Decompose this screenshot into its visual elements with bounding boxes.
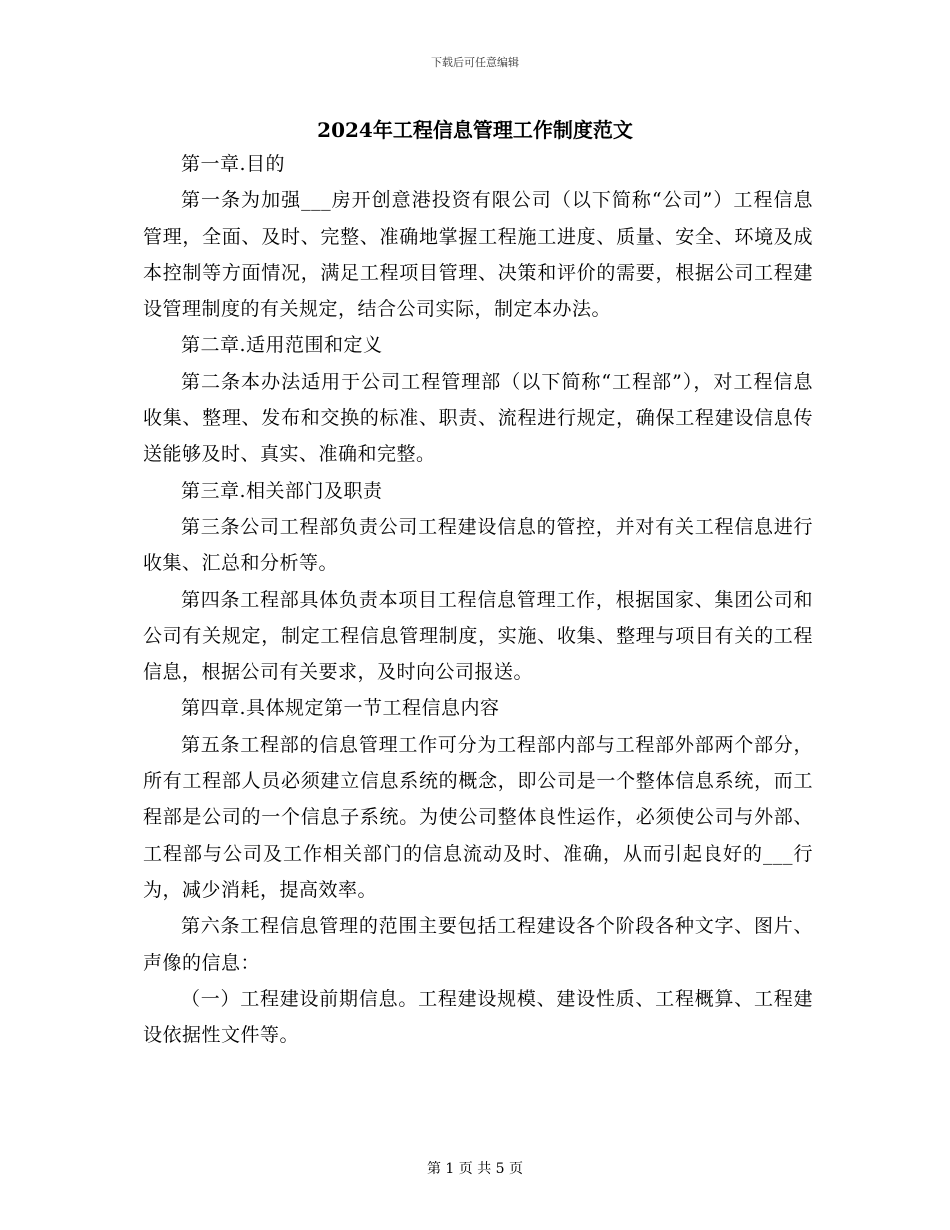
paragraph: 第三条公司工程部负责公司工程建设信息的管控，并对有关工程信息进行收集、汇总和分析等。 bbox=[143, 515, 813, 575]
document-title: 2024年工程信息管理工作制度范文 bbox=[317, 118, 633, 142]
chapter-heading: 第一章.目的 bbox=[181, 153, 286, 175]
chapter-heading: 第二章.适用范围和定义 bbox=[181, 334, 383, 357]
paragraph: 第四条工程部具体负责本项目工程信息管理工作，根据国家、集团公司和公司有关规定，制定工程信息管理制度，实施、收集、整理与项目有关的工程信息，根据公司有关要求，及时向公司报送。 bbox=[143, 588, 813, 684]
document-body bbox=[143, 146, 813, 1053]
paragraph: 第六条工程信息管理的范围主要包括工程建设各个阶段各种文字、图片、声像的信息： bbox=[143, 915, 813, 974]
paragraph: （一）工程建设前期信息。工程建设规模、建设性质、工程概算、工程建设依据性文件等。 bbox=[143, 987, 813, 1047]
page-footer: 第 1 页 共 5 页 bbox=[426, 1161, 524, 1177]
paragraph: 第五条工程部的信息管理工作可分为工程部内部与工程部外部两个部分，所有工程部人员必须建立信息系统的概念，即公司是一个整体信息系统，而工程部是公司的一个信息子系统。为使公司整体良性运作，必须使公司与外部、工程部与公司及工作相关部门的信息流动及时、准确，从而引起良好的___行为，减少消耗，提高效率。 bbox=[143, 733, 813, 901]
paragraph: 第二条本办法适用于公司工程管理部（以下简称“工程部”），对工程信息收集、整理、发布和交换的标准、职责、流程进行规定，确保工程建设信息传送能够及时、真实、准确和完整。 bbox=[143, 370, 813, 466]
chapter-heading: 第四章.具体规定第一节工程信息内容 bbox=[181, 697, 500, 720]
paragraph: 第一条为加强___房开创意港投资有限公司（以下简称“公司”）工程信息管理，全面、及时、完整、准确地掌握工程施工进度、质量、安全、环境及成本控制等方面情况，满足工程项目管理、决策和评价的需要，根据公司工程建设管理制度的有关规定，结合公司实际，制定本办法。 bbox=[143, 189, 813, 321]
page-header: 下载后可任意编辑 bbox=[431, 56, 519, 69]
chapter-heading: 第三章.相关部门及职责 bbox=[181, 479, 383, 502]
